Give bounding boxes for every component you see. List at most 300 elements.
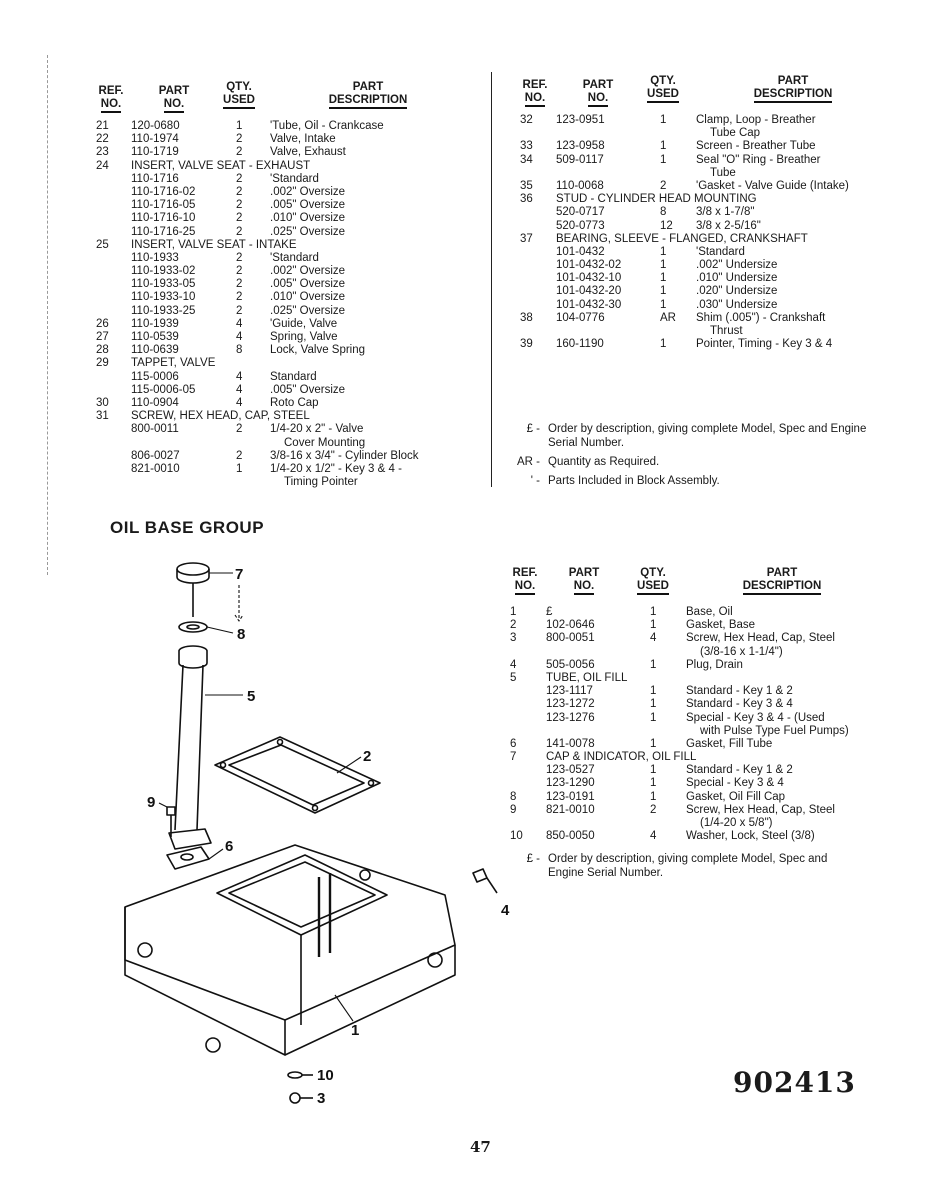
- footnote-text: Order by description, giving complete Model, Spec and Engine Serial Number.: [548, 423, 867, 449]
- table-row: [96, 278, 486, 291]
- quantity: 2: [236, 265, 243, 278]
- callout-5: 5: [247, 688, 256, 705]
- part-description: 3/8-16 x 3/4" - Cylinder Block: [270, 449, 419, 462]
- oil-base-notes: [510, 852, 850, 885]
- header-ref: REF. NO.: [520, 79, 550, 105]
- part-number: 102-0646: [546, 619, 595, 632]
- header-qty: QTY. USED: [214, 81, 264, 107]
- part-description: Gasket, Base: [686, 619, 756, 632]
- oil-base-parts-table: [510, 566, 890, 843]
- part-description: Roto Cap: [270, 396, 319, 409]
- ref-number: 1: [510, 606, 517, 618]
- cap-gasket-shape: [179, 622, 207, 632]
- part-description: 'Gasket - Valve Guide (Intake): [696, 179, 849, 192]
- table-row: [520, 114, 900, 127]
- part-description: .010" Oversize: [270, 212, 346, 225]
- part-number: 520-0717: [556, 206, 605, 219]
- quantity: 1: [650, 698, 657, 711]
- ref-number: 39: [520, 338, 533, 351]
- part-number: 110-1933: [131, 251, 179, 264]
- table-row: [96, 265, 486, 278]
- engine-parts-notes: [510, 422, 890, 493]
- part-description: Spring, Valve: [270, 331, 338, 343]
- ref-number: 9: [510, 803, 517, 816]
- quantity: 2: [236, 423, 243, 436]
- ref-number: 37: [520, 232, 533, 245]
- quantity: 1: [660, 272, 667, 285]
- table-row: [510, 791, 890, 804]
- table-row: [96, 384, 486, 397]
- footnote-text: Parts Included in Block Assembly.: [548, 475, 720, 487]
- table-row: [510, 606, 890, 619]
- table-row: [96, 331, 486, 344]
- part-description: Standard - Key 3 & 4: [686, 698, 793, 711]
- table-row: [510, 619, 890, 632]
- part-description: Clamp, Loop - Breather: [696, 114, 816, 126]
- callout-10: 10: [317, 1067, 334, 1084]
- quantity: 2: [236, 172, 243, 185]
- table-header: [510, 566, 890, 606]
- part-number: 110-1939: [131, 317, 179, 330]
- table-row: [96, 463, 486, 476]
- part-number: 110-1719: [131, 146, 179, 159]
- table-row: [510, 777, 890, 790]
- ref-number: 24: [96, 159, 109, 172]
- callout-3: 3: [317, 1090, 326, 1107]
- part-number: 101-0432-02: [556, 259, 622, 272]
- part-description: .010" Oversize: [270, 291, 346, 304]
- part-description: 'Tube, Oil - Crankcase: [270, 120, 384, 132]
- header-qty: QTY. USED: [628, 567, 678, 593]
- table-header: [520, 74, 900, 114]
- table-row: [520, 167, 900, 180]
- footnote: [510, 852, 850, 880]
- part-number: 101-0432-30: [556, 298, 622, 311]
- fill-tube-gasket-shape: [167, 847, 209, 869]
- column-divider: [491, 72, 492, 487]
- table-row: [510, 712, 890, 725]
- part-description: 1/4-20 x 2" - Valve: [270, 423, 364, 436]
- callout-4: 4: [501, 902, 510, 919]
- table-row: [520, 180, 900, 193]
- header-part-no: PART NO.: [554, 567, 614, 593]
- base-gasket-shape: [215, 737, 380, 813]
- ref-number: 5: [510, 671, 517, 684]
- part-number: 101-0432-10: [556, 272, 622, 285]
- table-group-heading-row: [96, 410, 486, 423]
- drain-plug-shape: [473, 869, 497, 893]
- footnote-text: Order by description, giving complete Model, Spec and Engine Serial Number.: [548, 853, 828, 879]
- callout-6: 6: [225, 838, 234, 855]
- part-number: 115-0006-05: [131, 383, 196, 396]
- quantity: 4: [650, 830, 657, 843]
- quantity: 4: [236, 396, 243, 409]
- part-number: 800-0011: [131, 423, 179, 436]
- ref-number: 22: [96, 133, 109, 146]
- ref-number: 8: [510, 790, 517, 803]
- quantity: 1: [650, 764, 657, 777]
- table-row: [96, 450, 486, 463]
- table-row: [520, 154, 900, 167]
- ref-number: 7: [510, 751, 517, 764]
- part-number: 110-1716-02: [131, 185, 196, 198]
- part-description: Tube: [710, 166, 736, 179]
- part-number: 821-0010: [131, 462, 180, 475]
- part-description: Valve, Intake: [270, 133, 336, 146]
- table-group-heading-row: [96, 239, 486, 252]
- quantity: 1: [660, 153, 667, 166]
- ref-number: 26: [96, 317, 109, 330]
- quantity: 2: [236, 449, 243, 462]
- part-number: 821-0010: [546, 803, 595, 816]
- part-description: Gasket, Oil Fill Cap: [686, 790, 786, 803]
- part-number: 110-0904: [131, 396, 179, 409]
- quantity: 1: [650, 737, 657, 750]
- ref-number: 36: [520, 193, 533, 206]
- quantity: 1: [660, 338, 667, 351]
- table-row: [510, 659, 890, 672]
- quantity: 1: [236, 120, 243, 132]
- quantity: 2: [236, 185, 243, 198]
- quantity: 4: [236, 383, 243, 396]
- group-heading: BEARING, SLEEVE - FLANGED, CRANKSHAFT: [556, 232, 808, 245]
- quantity: 4: [236, 370, 243, 383]
- quantity: 12: [660, 219, 673, 232]
- table-row: [520, 206, 900, 219]
- table-row: [96, 186, 486, 199]
- part-description: .025" Oversize: [270, 225, 346, 238]
- quantity: 1: [650, 777, 657, 790]
- part-number: 123-0191: [546, 790, 595, 803]
- quantity: 2: [236, 251, 243, 264]
- footnote: [510, 422, 890, 450]
- part-number: 110-1933-02: [131, 265, 196, 278]
- quantity: 2: [236, 133, 243, 146]
- table-row: [520, 325, 900, 338]
- table-row: [510, 804, 890, 817]
- part-number: 123-0958: [556, 140, 605, 153]
- quantity: 2: [236, 199, 243, 212]
- part-description: Screen - Breather Tube: [696, 140, 816, 153]
- part-description: .010" Undersize: [696, 272, 778, 285]
- callout-9: 9: [147, 794, 156, 811]
- ref-number: 35: [520, 179, 533, 192]
- table-row: [96, 397, 486, 410]
- table-row: [510, 725, 890, 738]
- lock-washer-shape: [288, 1072, 313, 1078]
- table-row: [96, 146, 486, 159]
- table-group-heading-row: [96, 160, 486, 173]
- part-number: 110-1933-25: [131, 304, 196, 317]
- table-row: [96, 476, 486, 489]
- group-heading: TUBE, OIL FILL: [546, 671, 628, 684]
- quantity: 8: [660, 206, 667, 219]
- part-number: 123-1290: [546, 777, 595, 790]
- table-row: [96, 344, 486, 357]
- oil-base-exploded-diagram: [105, 555, 525, 1115]
- oil-fill-cap-shape: [177, 563, 209, 617]
- table-row: [520, 285, 900, 298]
- part-number: 110-1716-05: [131, 199, 196, 212]
- part-description: Special - Key 3 & 4 - (Used: [686, 711, 825, 724]
- quantity: 1: [660, 114, 667, 126]
- callout-8: 8: [237, 626, 246, 643]
- part-description: .030" Undersize: [696, 298, 778, 311]
- quantity: 1: [650, 619, 657, 632]
- ref-number: 32: [520, 114, 533, 126]
- footnote-text: Quantity as Required.: [548, 456, 660, 468]
- part-description: .005" Oversize: [270, 199, 346, 212]
- table-row: [96, 252, 486, 265]
- part-number: 806-0027: [131, 449, 180, 462]
- group-heading: STUD - CYLINDER HEAD MOUNTING: [556, 193, 757, 206]
- part-description: with Pulse Type Fuel Pumps): [700, 724, 849, 737]
- quantity: 1: [660, 298, 667, 311]
- part-number: 110-1716-10: [131, 212, 196, 225]
- quantity: 2: [236, 304, 243, 317]
- table-row: [96, 371, 486, 384]
- engine-parts-table-right: [520, 74, 900, 351]
- table-row: [96, 120, 486, 133]
- part-description: Plug, Drain: [686, 658, 743, 671]
- table-row: [510, 685, 890, 698]
- quantity: 1: [650, 658, 657, 671]
- part-number: 110-1974: [131, 133, 179, 146]
- part-description: .005" Oversize: [270, 383, 346, 396]
- quantity: AR: [660, 311, 676, 324]
- table-row: [510, 632, 890, 645]
- part-description: .002" Undersize: [696, 259, 778, 272]
- table-row: [96, 318, 486, 331]
- quantity: 1: [650, 685, 657, 698]
- margin-line: [47, 55, 48, 575]
- ref-number: 33: [520, 140, 533, 153]
- callout-2: 2: [363, 748, 372, 765]
- footnote-key: £ -: [526, 423, 540, 435]
- oil-base-shape: [125, 845, 455, 1055]
- header-description: PART DESCRIPTION: [318, 81, 418, 107]
- table-row: [520, 312, 900, 325]
- part-description: .005" Oversize: [270, 278, 346, 291]
- part-description: .002" Oversize: [270, 185, 346, 198]
- part-number: 101-0432-20: [556, 285, 622, 298]
- part-description: 'Standard: [696, 245, 745, 258]
- part-description: Lock, Valve Spring: [270, 344, 366, 357]
- table-row: [96, 173, 486, 186]
- part-description: Gasket, Fill Tube: [686, 737, 773, 750]
- group-heading: INSERT, VALVE SEAT - EXHAUST: [131, 159, 311, 172]
- part-description: 3/8 x 2-5/16": [696, 219, 761, 232]
- quantity: 2: [660, 179, 667, 192]
- table-row: [520, 338, 900, 351]
- part-number: 110-1933-05: [131, 278, 196, 291]
- ref-number: 28: [96, 344, 109, 357]
- part-number: 123-1272: [546, 698, 595, 711]
- ref-number: 34: [520, 153, 533, 166]
- footnote-key: £ -: [526, 853, 540, 865]
- part-description: .002" Oversize: [270, 265, 346, 278]
- part-description: Valve, Exhaust: [270, 146, 346, 159]
- part-number: 123-1117: [546, 685, 593, 698]
- quantity: 4: [236, 317, 243, 330]
- footnote-key: ' -: [530, 475, 540, 487]
- ref-number: 3: [510, 632, 517, 645]
- quantity: 1: [650, 711, 657, 724]
- table-row: [96, 199, 486, 212]
- table-row: [520, 220, 900, 233]
- part-number: 123-0951: [556, 114, 605, 126]
- table-group-heading-row: [510, 751, 890, 764]
- table-row: [510, 830, 890, 843]
- table-group-heading-row: [510, 672, 890, 685]
- group-heading: SCREW, HEX HEAD, CAP, STEEL: [131, 410, 310, 423]
- quantity: 1: [236, 462, 243, 475]
- quantity: 1: [660, 245, 667, 258]
- quantity: 2: [236, 278, 243, 291]
- ref-number: 38: [520, 311, 533, 324]
- header-description: PART DESCRIPTION: [738, 75, 848, 101]
- header-qty: QTY. USED: [638, 75, 688, 101]
- part-description: .025" Oversize: [270, 304, 346, 317]
- part-number: 141-0078: [546, 737, 595, 750]
- header-ref: REF. NO.: [96, 85, 126, 111]
- table-row: [520, 127, 900, 140]
- footnote: [510, 455, 890, 469]
- part-description: Thrust: [710, 325, 743, 337]
- part-description: Screw, Hex Head, Cap, Steel: [686, 632, 835, 645]
- header-part-no: PART NO.: [568, 79, 628, 105]
- part-description: 'Guide, Valve: [270, 317, 338, 330]
- part-number: 123-1276: [546, 711, 595, 724]
- table-row: [96, 291, 486, 304]
- part-description: Screw, Hex Head, Cap, Steel: [686, 803, 835, 816]
- ref-number: 29: [96, 357, 109, 370]
- table-row: [96, 305, 486, 318]
- ref-number: 6: [510, 737, 517, 750]
- part-number: 520-0773: [556, 219, 605, 232]
- ref-number: 30: [96, 396, 109, 409]
- part-description: Cover Mounting: [284, 436, 366, 449]
- engine-parts-table-left: [96, 80, 486, 489]
- part-description: Pointer, Timing - Key 3 & 4: [696, 338, 833, 351]
- table-row: [510, 817, 890, 830]
- part-description: (1/4-20 x 5/8"): [700, 817, 773, 829]
- part-number: £: [546, 606, 553, 618]
- table-row: [520, 272, 900, 285]
- part-number: 115-0006: [131, 370, 179, 383]
- section-title: OIL BASE GROUP: [110, 518, 265, 537]
- part-number: 110-1716: [131, 172, 179, 185]
- page-number: 47: [470, 1138, 491, 1156]
- ref-number: 2: [510, 619, 517, 632]
- group-heading: INSERT, VALVE SEAT - INTAKE: [131, 238, 297, 251]
- part-description: Base, Oil: [686, 606, 733, 618]
- table-row: [96, 133, 486, 146]
- table-row: [96, 226, 486, 239]
- ref-number: 23: [96, 146, 109, 159]
- part-number: 123-0527: [546, 764, 595, 777]
- fill-tube-shape: [169, 646, 211, 849]
- part-number: 505-0056: [546, 658, 595, 671]
- quantity: 4: [236, 331, 243, 343]
- part-description: (3/8-16 x 1-1/4"): [700, 645, 783, 658]
- table-row: [96, 437, 486, 450]
- part-description: 3/8 x 1-7/8": [696, 206, 755, 219]
- part-number: 110-0639: [131, 344, 179, 357]
- part-number: 104-0776: [556, 311, 605, 324]
- part-number: 110-0068: [556, 179, 604, 192]
- callout-7: 7: [235, 566, 244, 583]
- table-row: [510, 764, 890, 777]
- quantity: 1: [660, 285, 667, 298]
- quantity: 1: [660, 140, 667, 153]
- table-row: [96, 212, 486, 225]
- part-number: 800-0051: [546, 632, 595, 645]
- part-description: Standard - Key 1 & 2: [686, 685, 793, 698]
- table-row: [520, 140, 900, 153]
- table-row: [96, 423, 486, 436]
- ref-number: 21: [96, 120, 109, 132]
- ref-number: 25: [96, 238, 109, 251]
- ref-number: 4: [510, 658, 517, 671]
- part-number: 110-1716-25: [131, 225, 196, 238]
- part-description: Standard - Key 1 & 2: [686, 764, 793, 777]
- part-number: 850-0050: [546, 830, 595, 843]
- part-description: .020" Undersize: [696, 285, 778, 298]
- part-description: 1/4-20 x 1/2" - Key 3 & 4 -: [270, 462, 402, 475]
- quantity: 2: [650, 803, 657, 816]
- ref-number: 10: [510, 830, 523, 843]
- quantity: 8: [236, 344, 243, 357]
- quantity: 2: [236, 146, 243, 159]
- part-description: Special - Key 3 & 4: [686, 777, 784, 790]
- quantity: 2: [236, 291, 243, 304]
- header-description: PART DESCRIPTION: [732, 567, 832, 593]
- quantity: 4: [650, 632, 657, 645]
- part-number: 101-0432: [556, 245, 605, 258]
- part-description: Standard: [270, 370, 317, 383]
- callout-1: 1: [351, 1022, 360, 1039]
- part-description: Seal "O" Ring - Breather: [696, 153, 821, 166]
- part-description: 'Standard: [270, 251, 319, 264]
- part-number: 110-0539: [131, 331, 179, 343]
- footnote-key: AR -: [517, 456, 540, 468]
- ref-number: 27: [96, 331, 109, 343]
- table-row: [520, 246, 900, 259]
- group-heading: TAPPET, VALVE: [131, 357, 216, 370]
- quantity: 2: [236, 212, 243, 225]
- table-row: [510, 646, 890, 659]
- table-row: [520, 299, 900, 312]
- ref-number: 31: [96, 410, 109, 423]
- table-header: [96, 80, 486, 120]
- header-ref: REF. NO.: [510, 567, 540, 593]
- part-number: 110-1933-10: [131, 291, 196, 304]
- table-group-heading-row: [520, 193, 900, 206]
- quantity: 1: [650, 790, 657, 803]
- footnote: [510, 474, 890, 488]
- part-description: Timing Pointer: [284, 476, 358, 489]
- part-description: 'Standard: [270, 172, 319, 185]
- part-description: Tube Cap: [710, 127, 761, 140]
- table-row: [520, 259, 900, 272]
- base-screw-shape: [290, 1093, 313, 1103]
- table-group-heading-row: [96, 357, 486, 370]
- part-number: 160-1190: [556, 338, 604, 351]
- part-description: Shim (.005") - Crankshaft: [696, 311, 826, 324]
- part-number: 509-0117: [556, 153, 604, 166]
- part-description: Washer, Lock, Steel (3/8): [686, 830, 815, 843]
